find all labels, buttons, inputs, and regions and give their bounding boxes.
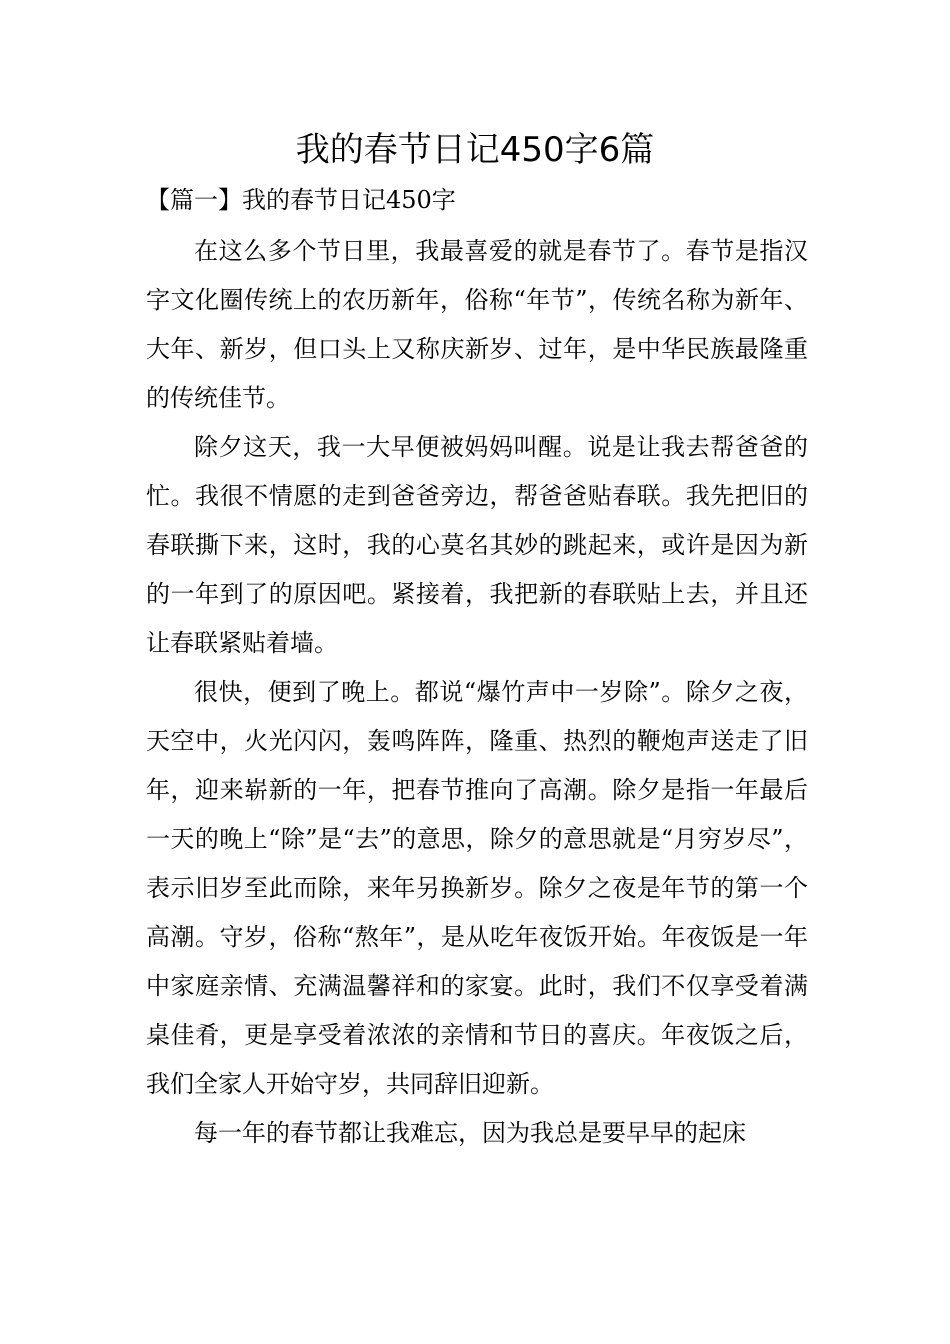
section-heading: 【篇一】我的春节日记450字 bbox=[146, 186, 456, 214]
paragraph-4: 每一年的春节都让我难忘，因为我总是要早早的起床 bbox=[194, 1119, 746, 1147]
paragraph-1: 在这么多个节日里，我最喜爱的就是春节了。春节是指汉字文化圈传统上的农历新年，俗称“年节”，传统名称为新年、大年、新岁，但口头上又称庆新岁、过年，是中华民族最隆重的传统佳节。 bbox=[146, 237, 808, 412]
document-body bbox=[146, 227, 808, 1158]
paragraph-2: 除夕这天，我一大早便被妈妈叫醒。说是让我去帮爸爸的忙。我很不情愿的走到爸爸旁边，帮爸爸贴春联。我先把旧的春联撕下来，这时，我的心莫名其妙的跳起来，或许是因为新的一年到了的原因吧。紧接着，我把新的春联贴上去，并且还让春联紧贴着墙。 bbox=[146, 433, 808, 657]
paragraph-3: 很快，便到了晚上。都说“爆竹声中一岁除”。除夕之夜，天空中，火光闪闪，轰鸣阵阵，隆重、热烈的鞭炮声送走了旧年，迎来崭新的一年，把春节推向了高潮。除夕是指一年最后一天的晚上“除”是“去”的意思，除夕的意思就是“月穷岁尽”，表示旧岁至此而除，来年另换新岁。除夕之夜是年节的第一个高潮。守岁，俗称“熬年”，是从吃年夜饭开始。年夜饭是一年中家庭亲情、充满温馨祥和的家宴。此时，我们不仅享受着满桌佳肴，更是享受着浓浓的亲情和节日的喜庆。年夜饭之后，我们全家人开始守岁，共同辞旧迎新。 bbox=[146, 678, 808, 1098]
document-title: 我的春节日记450字6篇 bbox=[295, 130, 655, 170]
